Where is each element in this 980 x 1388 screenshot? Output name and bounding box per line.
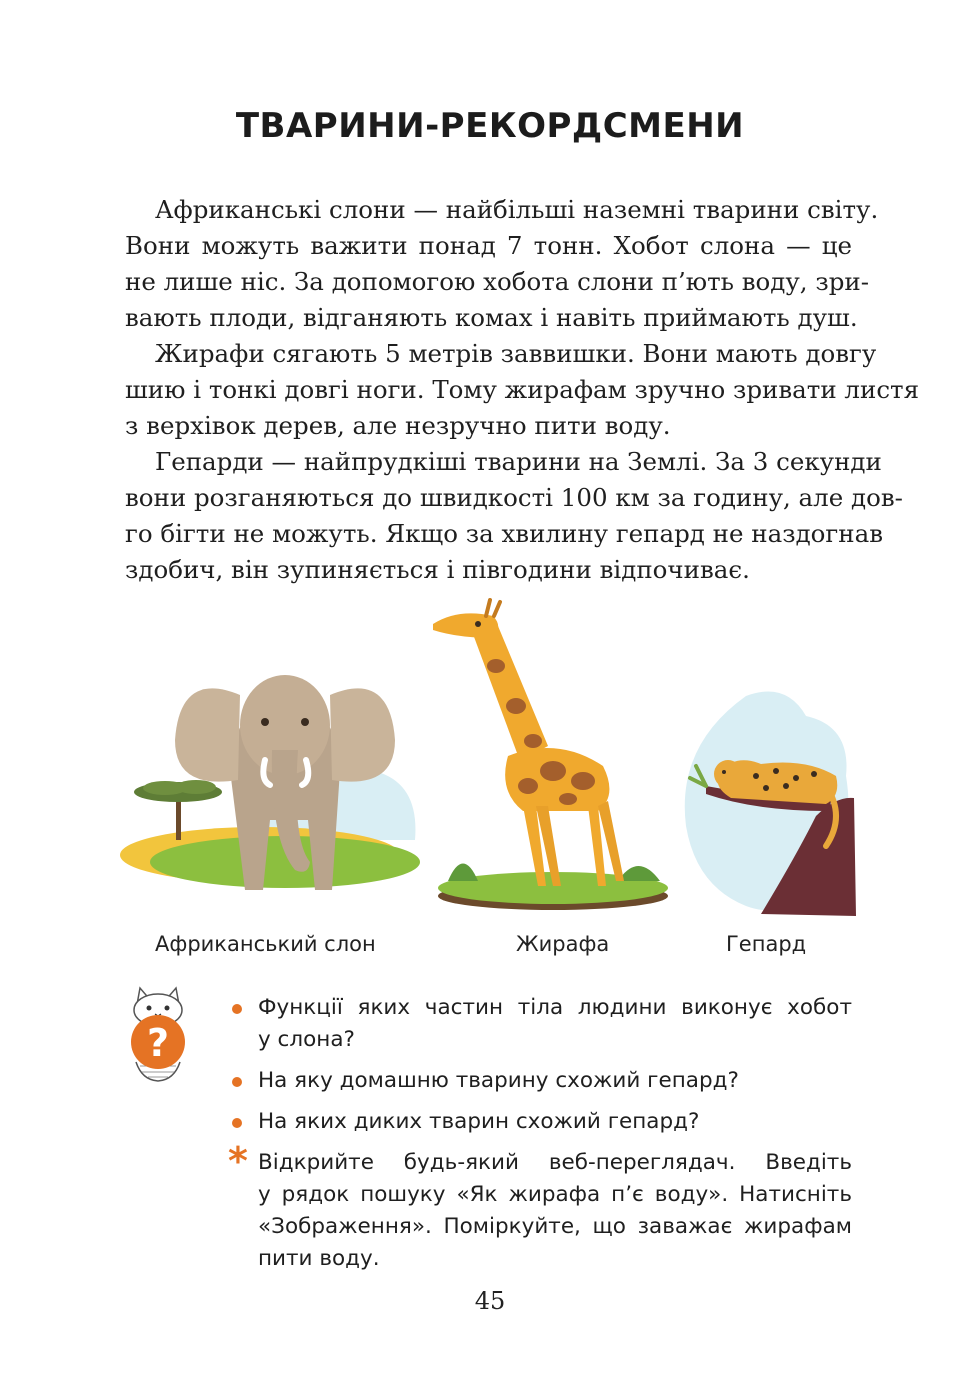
asterisk-icon: * [228,1139,248,1183]
paragraph-cheetahs [125,444,903,588]
body-text [125,192,920,588]
questions-list [228,992,852,1284]
text-line: Жирафи сягають 5 метрів заввишки. Вони мають довгу [155,339,877,368]
text-line: з верхівок дерев, але незручно пити воду. [125,411,671,440]
giraffe-illustration [428,596,678,916]
caption-cheetah: Гепард [726,932,807,956]
question-item [228,992,852,1056]
question-line: у слона? [258,1027,355,1052]
text-line: Вони можуть важити понад 7 тонн. Хобот слона — це [125,231,852,260]
question-line: На яку домашню тварину схожий гепард? [258,1068,739,1093]
question-item [228,1106,852,1138]
task-line: «Зображення». Поміркуйте, що заважає жирафам [258,1214,852,1239]
text-line: го бігти не можуть. Якщо за хвилину гепард не наздогнав [125,519,883,548]
text-line: шию і тонкі довгі ноги. Тому жирафам зручно зривати листя [125,375,920,404]
question-item [228,1065,852,1097]
elephant-illustration [120,640,420,900]
caption-elephant: Африканський слон [155,932,376,956]
task-item [228,1139,852,1275]
page-title: ТВАРИНИ-РЕКОРДСМЕНИ [235,106,745,146]
task-line: у рядок пошуку «Як жирафа п’є воду». Натисніть [258,1182,852,1207]
paragraph-giraffes [125,336,920,444]
bullet-icon [232,1118,242,1128]
text-line: здобич, він зупиняється і півгодини відпочиває. [125,555,750,584]
text-line: вають плоди, відганяють комах і навіть приймають душ. [125,303,858,332]
paragraph-elephants [125,192,879,336]
question-line: На яких диких тварин схожий гепард? [258,1109,700,1134]
question-badge-text: ? [146,1021,170,1065]
text-line: Африканські слони — найбільші наземні тварини світу. [155,195,879,224]
caption-giraffe: Жирафа [516,932,610,956]
page-number: 45 [474,1287,506,1315]
task-line: Відкрийте будь-який веб-переглядач. Введіть [258,1150,852,1175]
bullet-icon [232,1004,242,1014]
question-cat-icon [122,980,194,1085]
task-line: пити воду. [258,1246,380,1271]
bullet-icon [232,1077,242,1087]
cheetah-illustration [676,686,856,916]
text-line: вони розганяються до швидкості 100 км за годину, але дов- [125,483,903,512]
text-line: Гепарди — найпрудкіші тварини на Землі. За 3 секунди [155,447,882,476]
question-line: Функції яких частин тіла людини виконує хобот [258,995,852,1020]
text-line: не лише ніс. За допомогою хобота слони п’ють воду, зри- [125,267,870,296]
